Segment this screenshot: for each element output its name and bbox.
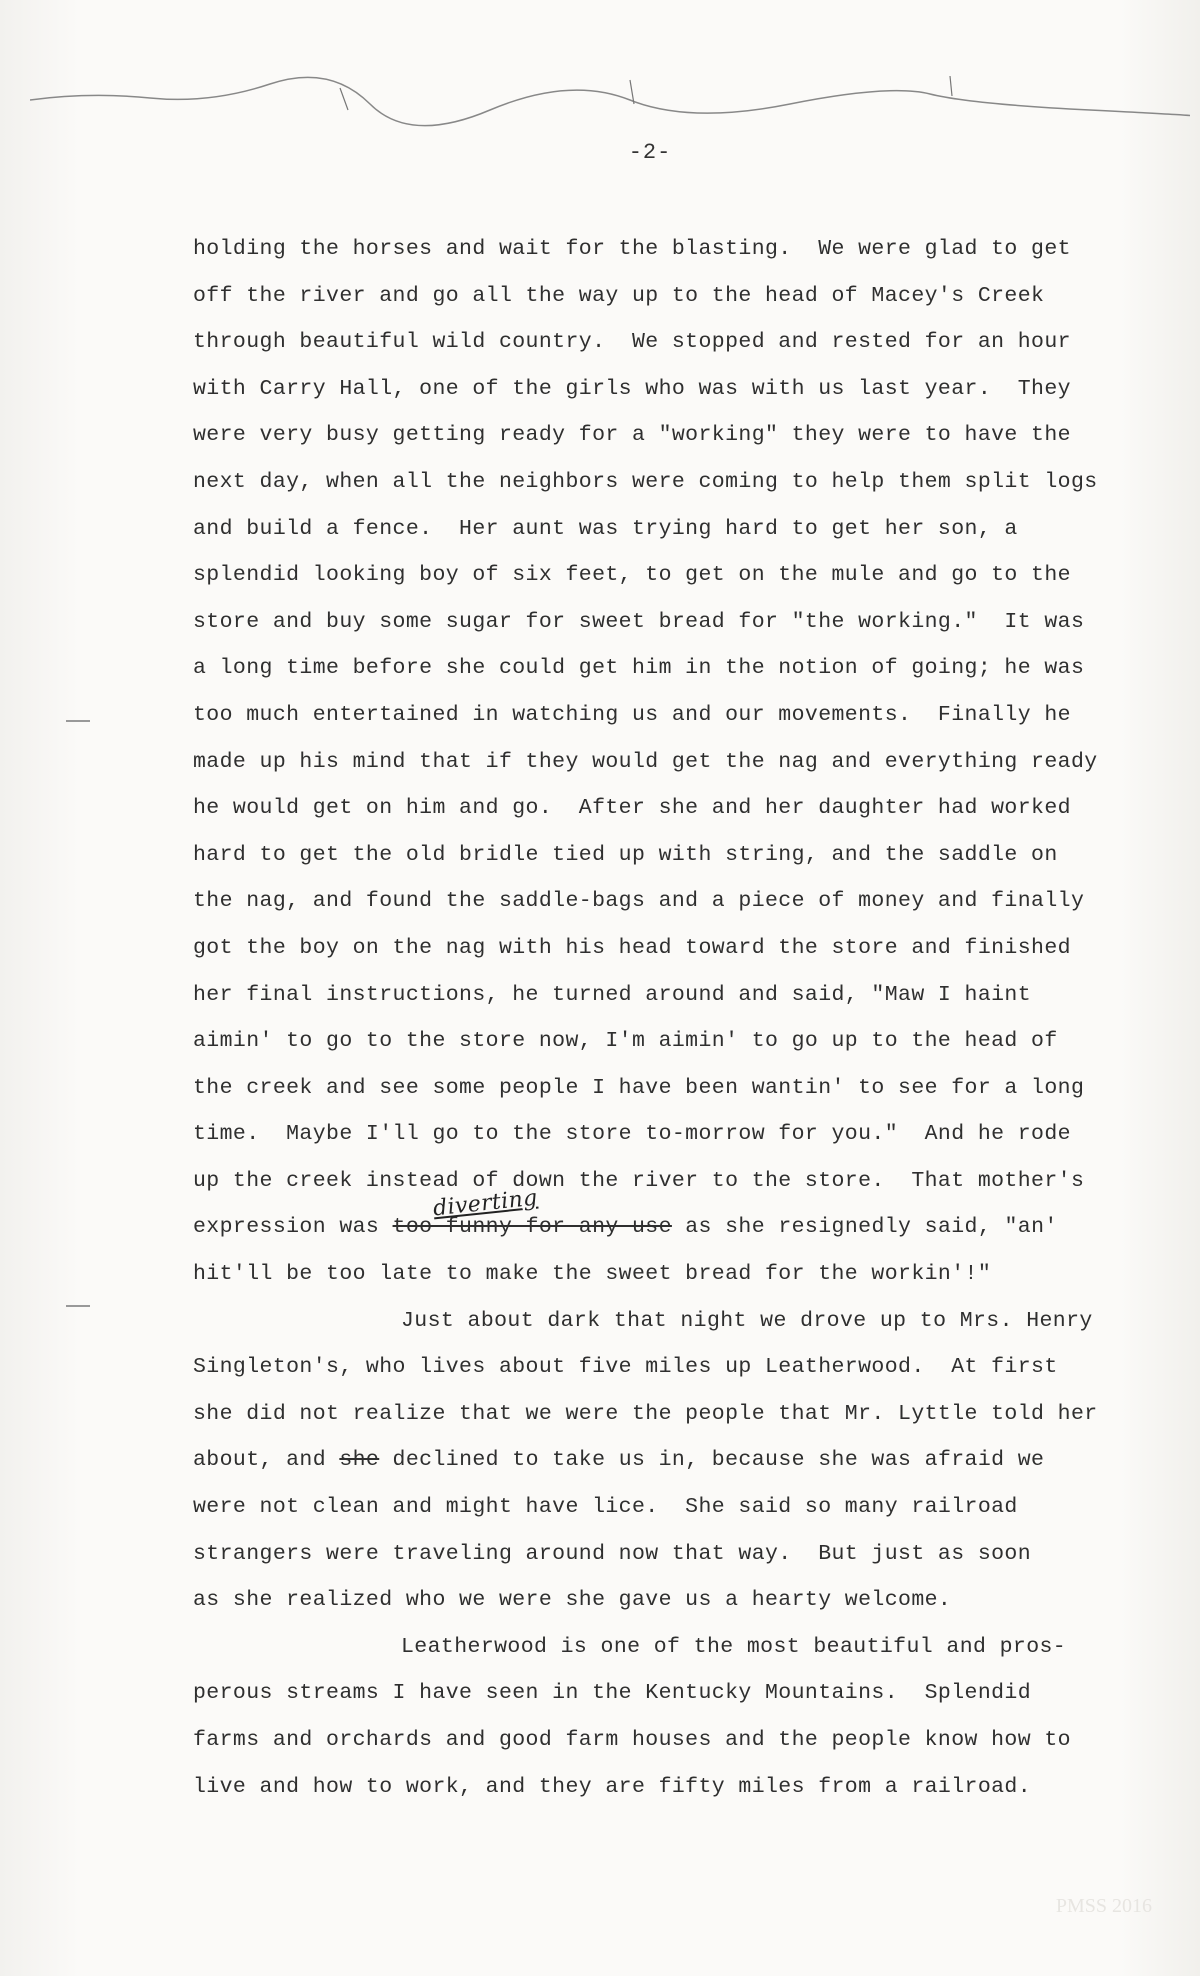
text-line: time. Maybe I'll go to the store to-morrow for you." And he rode (193, 1122, 1071, 1147)
text-line: were not clean and might have lice. She said so many railroad (193, 1495, 1018, 1520)
torn-edge-top (30, 70, 1190, 150)
text-line: holding the horses and wait for the blasting. We were glad to get (193, 237, 1071, 261)
margin-mark (66, 720, 90, 722)
text-line: with Carry Hall, one of the girls who was with us last year. They (193, 376, 1071, 401)
text-line: splendid looking boy of six feet, to get on the mule and go to the (193, 563, 1071, 588)
text-line: her final instructions, he turned around and said, "Maw I haint (193, 982, 1032, 1007)
text-line: the nag, and found the saddle-bags and a piece of money and finally (193, 889, 1085, 914)
text-line: up the creek instead of down the river to the store. That mother's (193, 1168, 1085, 1193)
text-line: store and buy some sugar for sweet bread for "the working." It was (193, 609, 1085, 634)
paragraph-start: Just about dark that night we drove up to Mrs. Henry (401, 1308, 1093, 1333)
body-text (193, 226, 1193, 1810)
text-line: perous streams I have seen in the Kentucky Mountains. Splendid (193, 1681, 1032, 1706)
text-line: strangers were traveling around now that way. But just as soon (193, 1541, 1032, 1566)
text-line: and build a fence. Her aunt was trying hard to get her son, a (193, 516, 1018, 541)
text-line: she did not realize that we were the people that Mr. Lyttle told her (193, 1401, 1098, 1426)
edited-line: about, and she declined to take us in, because she was afraid we (193, 1448, 1045, 1473)
text-line: too much entertained in watching us and our movements. Finally he (193, 702, 1071, 727)
text-line: farms and orchards and good farm houses and the people know how to (193, 1728, 1071, 1752)
text-line: were very busy getting ready for a "working" they were to have the (193, 423, 1071, 448)
text-line: a long time before she could get him in the notion of going; he was (193, 656, 1085, 681)
text-line: made up his mind that if they would get the nag and everything ready (193, 749, 1098, 774)
page-number: -2- (628, 140, 672, 165)
text-line: the creek and see some people I have been wantin' to see for a long (193, 1075, 1085, 1100)
text-line: as she realized who we were she gave us a hearty welcome. (193, 1588, 952, 1613)
text-line: got the boy on the nag with his head toward the store and finished (193, 935, 1071, 960)
margin-mark (66, 1305, 90, 1307)
text-line: live and how to work, and they are fifty miles from a railroad. (193, 1774, 1032, 1799)
edited-line: expression was diverting too funny for any use as she resignedly said, "an' (193, 1186, 1058, 1240)
text-line: aimin' to go to the store now, I'm aimin' to go up to the head of (193, 1029, 1058, 1054)
text-line: hit'll be too late to make the sweet bread for the workin'!" (193, 1262, 992, 1287)
handwritten-insertion: diverting (431, 1186, 539, 1222)
struck-text: she (339, 1448, 380, 1473)
struck-text: diverting too funny for any use (392, 1186, 672, 1240)
archive-watermark: PMSS 2016 (1055, 1895, 1152, 1917)
text-line: off the river and go all the way up to the head of Macey's Creek (193, 283, 1045, 308)
paragraph-start: Leatherwood is one of the most beautiful and pros- (401, 1634, 1067, 1659)
text-line: hard to get the old bridle tied up with string, and the saddle on (193, 842, 1058, 867)
text-line: next day, when all the neighbors were coming to help them split logs (193, 469, 1098, 494)
text-line: he would get on him and go. After she and her daughter had worked (193, 796, 1071, 821)
text-line: Singleton's, who lives about five miles up Leatherwood. At first (193, 1355, 1058, 1380)
text-line: through beautiful wild country. We stopped and rested for an hour (193, 330, 1071, 355)
